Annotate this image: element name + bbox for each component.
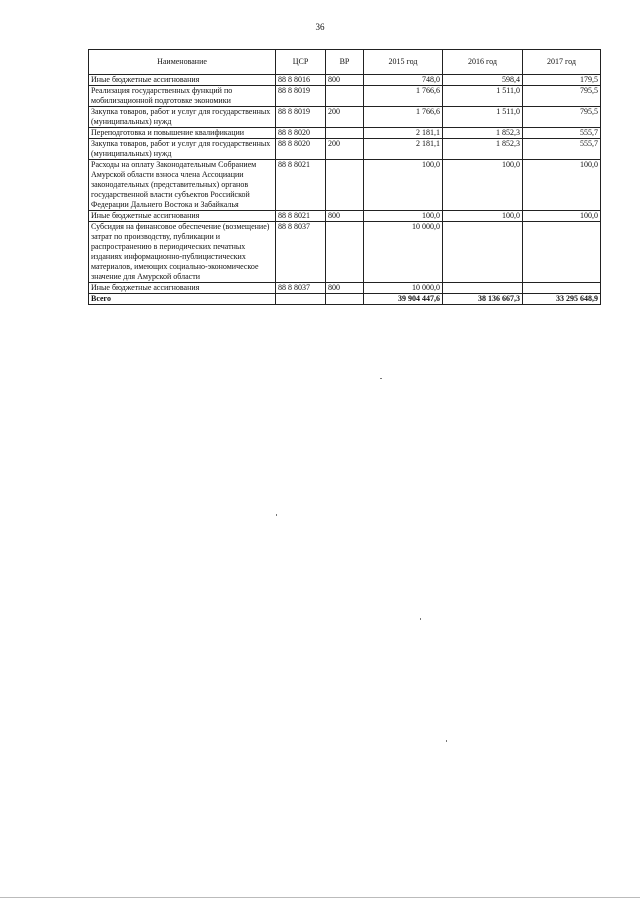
row-vr [326,160,364,211]
row-2017 [523,283,601,294]
row-2016 [443,222,523,283]
row-2015: 1 766,6 [364,107,443,128]
row-2016: 100,0 [443,211,523,222]
row-csr: 88 8 8020 [276,128,326,139]
row-name: Субсидия на финансовое обеспечение (возмещение) затрат по производству, публикации и распространению в периодических печатных изданиях информационно-публицистических материалов, имеющих социально-экономическое значение для Амурской области [89,222,276,283]
table-row [89,211,601,222]
row-vr: 200 [326,139,364,160]
header-2015: 2015 год [364,50,443,75]
header-name: Наименование [89,50,276,75]
header-csr: ЦСР [276,50,326,75]
row-vr: 800 [326,283,364,294]
row-2016: 1 511,0 [443,86,523,107]
scan-dot [446,740,447,742]
row-vr: 800 [326,75,364,86]
row-2017: 795,5 [523,107,601,128]
row-2016: 100,0 [443,160,523,211]
row-name: Иные бюджетные ассигнования [89,211,276,222]
row-name: Расходы на оплату Законодательным Собранием Амурской области взноса члена Ассоциации законодательных (представительных) органов государственной власти субъектов Российской Федерации Дальнего Востока и Забайкалья [89,160,276,211]
row-2015: 10 000,0 [364,283,443,294]
table-row [89,283,601,294]
row-vr: 800 [326,211,364,222]
scan-dot [380,378,382,379]
row-2016: 1 852,3 [443,128,523,139]
scan-dot [420,618,421,620]
table-row [89,160,601,211]
row-vr [326,86,364,107]
row-csr: 88 8 8021 [276,160,326,211]
table-total-row [89,294,601,305]
row-vr [326,222,364,283]
row-csr: 88 8 8016 [276,75,326,86]
total-csr [276,294,326,305]
header-2017: 2017 год [523,50,601,75]
row-2015: 100,0 [364,160,443,211]
row-2015: 748,0 [364,75,443,86]
row-2016 [443,283,523,294]
row-vr: 200 [326,107,364,128]
header-2016: 2016 год [443,50,523,75]
row-csr: 88 8 8020 [276,139,326,160]
table-row [89,75,601,86]
row-2016: 598,4 [443,75,523,86]
row-csr: 88 8 8037 [276,222,326,283]
total-2016: 38 136 667,3 [443,294,523,305]
row-name: Иные бюджетные ассигнования [89,75,276,86]
table-row [89,86,601,107]
table-row [89,222,601,283]
row-2015: 2 181,1 [364,139,443,160]
row-csr: 88 8 8037 [276,283,326,294]
row-name: Переподготовка и повышение квалификации [89,128,276,139]
row-2015: 2 181,1 [364,128,443,139]
total-label: Всего [89,294,276,305]
budget-table [88,49,601,305]
scan-dot [276,514,277,516]
row-2015: 100,0 [364,211,443,222]
row-2017 [523,222,601,283]
page-number: 36 [315,22,325,32]
row-2016: 1 852,3 [443,139,523,160]
row-2015: 1 766,6 [364,86,443,107]
row-vr [326,128,364,139]
row-csr: 88 8 8019 [276,107,326,128]
row-name: Иные бюджетные ассигнования [89,283,276,294]
row-name: Реализация государственных функций по мобилизационной подготовке экономики [89,86,276,107]
total-2015: 39 904 447,6 [364,294,443,305]
row-name: Закупка товаров, работ и услуг для государственных (муниципальных) нужд [89,107,276,128]
row-2017: 179,5 [523,75,601,86]
table-header-row [89,50,601,75]
row-csr: 88 8 8021 [276,211,326,222]
row-2017: 100,0 [523,211,601,222]
total-vr [326,294,364,305]
row-2016: 1 511,0 [443,107,523,128]
table-row [89,107,601,128]
scan-edge-line [0,897,640,898]
row-2017: 555,7 [523,139,601,160]
table-row [89,139,601,160]
row-2015: 10 000,0 [364,222,443,283]
row-name: Закупка товаров, работ и услуг для государственных (муниципальных) нужд [89,139,276,160]
row-2017: 100,0 [523,160,601,211]
total-2017: 33 295 648,9 [523,294,601,305]
header-vr: ВР [326,50,364,75]
row-2017: 795,5 [523,86,601,107]
row-csr: 88 8 8019 [276,86,326,107]
row-2017: 555,7 [523,128,601,139]
table-row [89,128,601,139]
